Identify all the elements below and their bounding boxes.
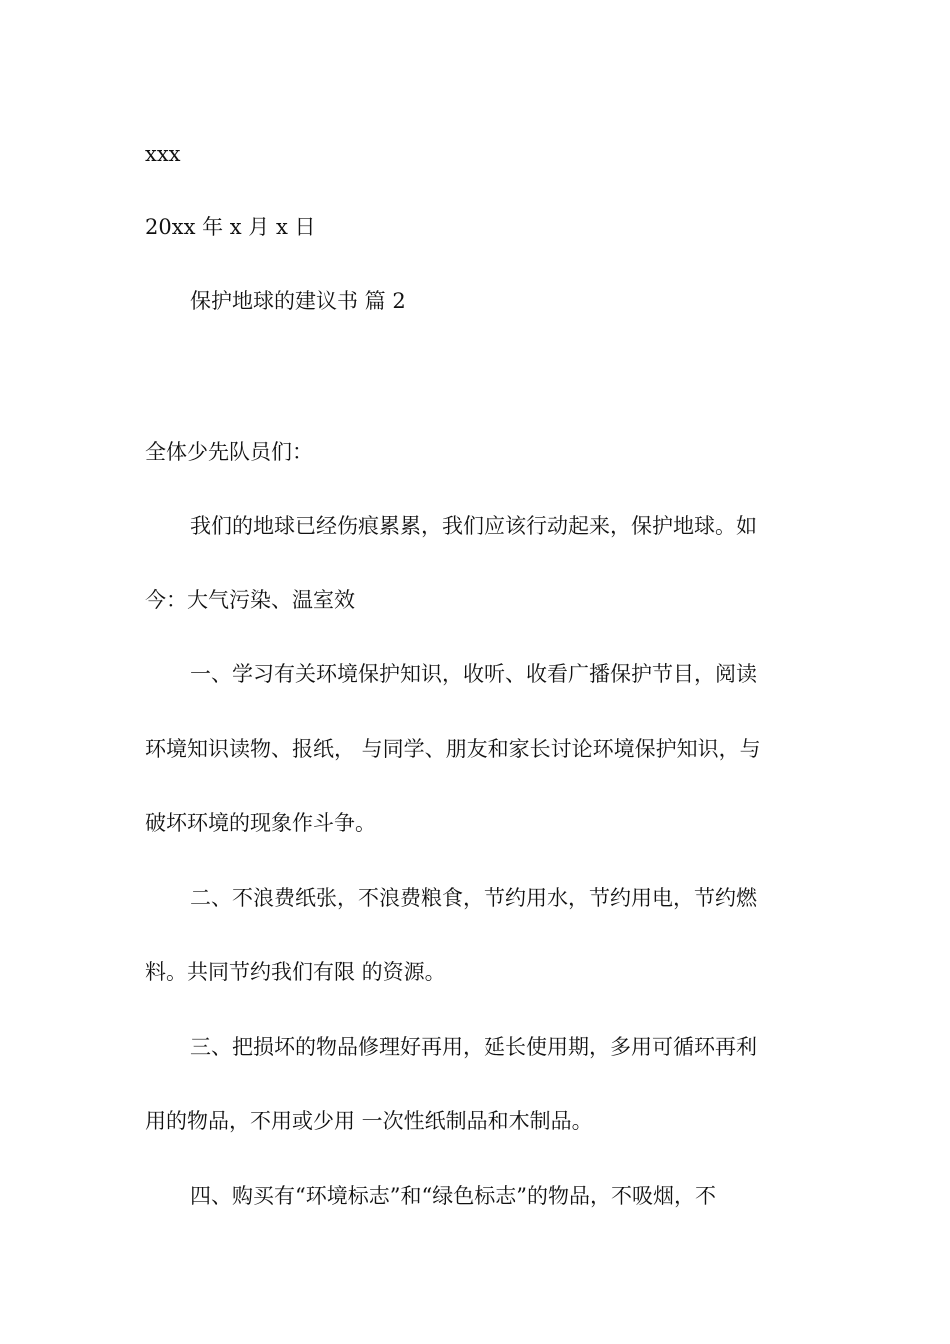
paragraph-line: 我们的地球已经伤痕累累，我们应该行动起来，保护地球。如 [190, 514, 757, 538]
paragraph-line: 今：大气污染、温室效 [145, 588, 355, 612]
section-title: 保护地球的建议书 篇 2 [190, 289, 406, 313]
paragraph-line: 二、不浪费纸张，不浪费粮食，节约用水，节约用电，节约燃 [190, 886, 757, 910]
paragraph-line: 一、学习有关环境保护知识，收听、收看广播保护节目，阅读 [190, 662, 757, 686]
paragraph-line: 四、购买有“环境标志”和“绿色标志”的物品，不吸烟，不 [190, 1184, 716, 1208]
paragraph-line: 料。共同节约我们有限 的资源。 [145, 960, 446, 984]
date: 20xx 年 x 月 x 日 [145, 215, 316, 239]
paragraph-line: 用的物品，不用或少用 一次性纸制品和木制品。 [145, 1109, 593, 1133]
paragraph-line: 破坏环境的现象作斗争。 [145, 811, 376, 835]
salutation: 全体少先队员们： [145, 440, 313, 464]
paragraph-line: 三、把损坏的物品修理好再用，延长使用期，多用可循环再利 [190, 1035, 757, 1059]
signature: xxx [145, 142, 181, 166]
paragraph-line: 环境知识读物、报纸， 与同学、朋友和家长讨论环境保护知识，与 [145, 737, 761, 761]
